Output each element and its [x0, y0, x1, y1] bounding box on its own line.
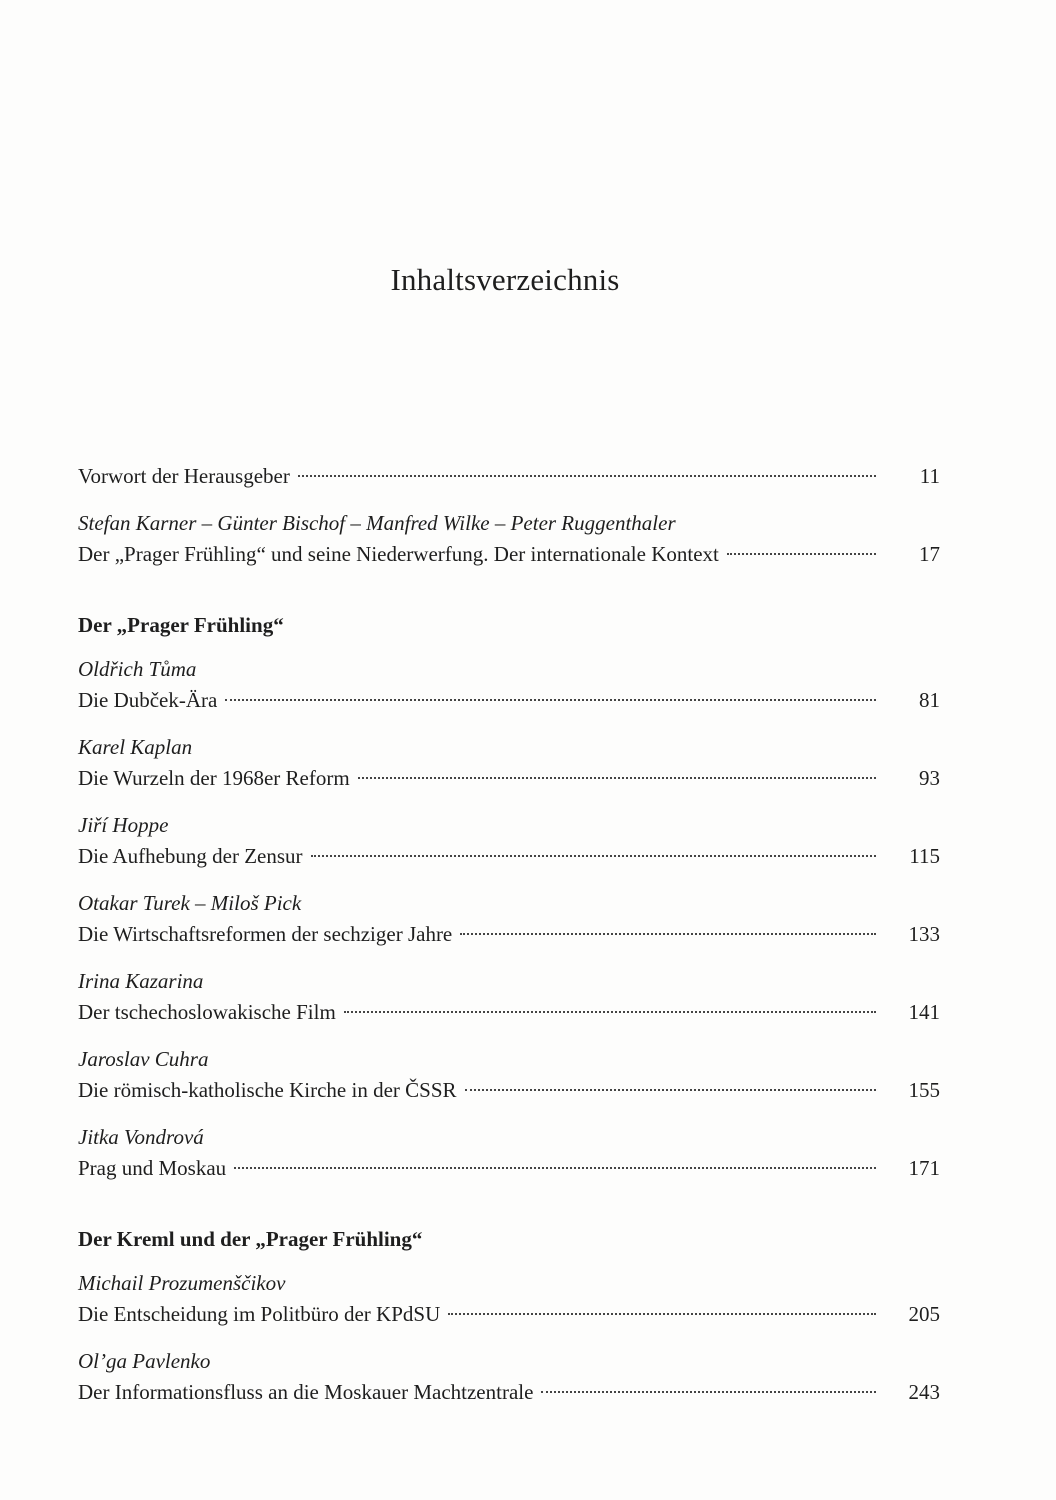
toc-entry [78, 1044, 940, 1106]
toc-entry [78, 888, 940, 950]
toc-line [78, 1376, 940, 1408]
toc-line [78, 1074, 940, 1106]
entry-title: Die Entscheidung im Politbüro der KPdSU [78, 1302, 441, 1326]
entry-author: Michail Prozumenščikov [78, 1271, 286, 1295]
entry-title: Die römisch-katholische Kirche in der ČSSR [78, 1078, 457, 1102]
page-number: 115 [909, 844, 940, 868]
page-number: 11 [919, 464, 940, 488]
toc-line [78, 762, 940, 794]
entry-author: Jitka Vondrová [78, 1125, 204, 1149]
entry-author: Karel Kaplan [78, 735, 193, 759]
entry-title: Die Wirtschaftsreformen der sechziger Jahre [78, 922, 453, 946]
entry-author: Irina Kazarina [78, 969, 204, 993]
dot-leader [298, 475, 876, 477]
toc-line [78, 1152, 940, 1184]
dot-leader [225, 699, 876, 701]
entry-author: Jiří Hoppe [78, 813, 169, 837]
page-number: 141 [908, 1000, 940, 1024]
page-number: 133 [908, 922, 940, 946]
page-number: 155 [908, 1078, 940, 1102]
entry-author: Otakar Turek – Miloš Pick [78, 891, 302, 915]
entry-author: Jaroslav Cuhra [78, 1047, 209, 1071]
toc-entry [78, 508, 940, 570]
entry-title: Die Aufhebung der Zensur [78, 844, 303, 868]
entry-author: Ol’ga Pavlenko [78, 1349, 211, 1373]
entry-title: Die Wurzeln der 1968er Reform [78, 766, 350, 790]
toc-entry [78, 1122, 940, 1184]
toc-entry [78, 966, 940, 1028]
toc-entry [78, 732, 940, 794]
dot-leader [358, 777, 876, 779]
entry-title: Der Informationsfluss an die Moskauer Machtzentrale [78, 1380, 534, 1404]
entry-author: Stefan Karner – Günter Bischof – Manfred Wilke – Peter Ruggenthaler [78, 511, 676, 535]
dot-leader [344, 1011, 876, 1013]
entry-title: Die Dubček-Ära [78, 688, 218, 712]
section-heading: Der Kreml und der „Prager Frühling“ [78, 1227, 423, 1251]
page-number: 93 [919, 766, 940, 790]
toc-line [78, 918, 940, 950]
toc-entry [78, 654, 940, 716]
toc-entry [78, 1346, 940, 1408]
dot-leader [727, 553, 876, 555]
dot-leader [448, 1313, 876, 1315]
table-of-contents [78, 460, 940, 1424]
section-heading: Der „Prager Frühling“ [78, 613, 284, 637]
toc-entry [78, 1268, 940, 1330]
toc-line [78, 684, 940, 716]
dot-leader [541, 1391, 876, 1393]
entry-title: Der „Prager Frühling“ und seine Niederwerfung. Der internationale Kontext [78, 542, 719, 566]
entry-title: Prag und Moskau [78, 1156, 227, 1180]
dot-leader [311, 855, 876, 857]
toc-line [78, 840, 940, 872]
page-number: 81 [919, 688, 940, 712]
toc-line [78, 460, 940, 492]
entry-title: Der tschechoslowakische Film [78, 1000, 336, 1024]
page-number: 171 [908, 1156, 940, 1180]
page-number: 17 [919, 542, 940, 566]
dot-leader [234, 1167, 876, 1169]
toc-entry [78, 460, 940, 492]
page-number: 205 [908, 1302, 940, 1326]
toc-line [78, 538, 940, 570]
toc-line [78, 1298, 940, 1330]
dot-leader [460, 933, 876, 935]
dot-leader [465, 1089, 876, 1091]
toc-line [78, 996, 940, 1028]
entry-title: Vorwort der Herausgeber [78, 464, 290, 488]
page-number: 243 [908, 1380, 940, 1404]
entry-author: Oldřich Tůma [78, 657, 197, 681]
toc-entry [78, 810, 940, 872]
page-title: Inhaltsverzeichnis [390, 262, 620, 297]
